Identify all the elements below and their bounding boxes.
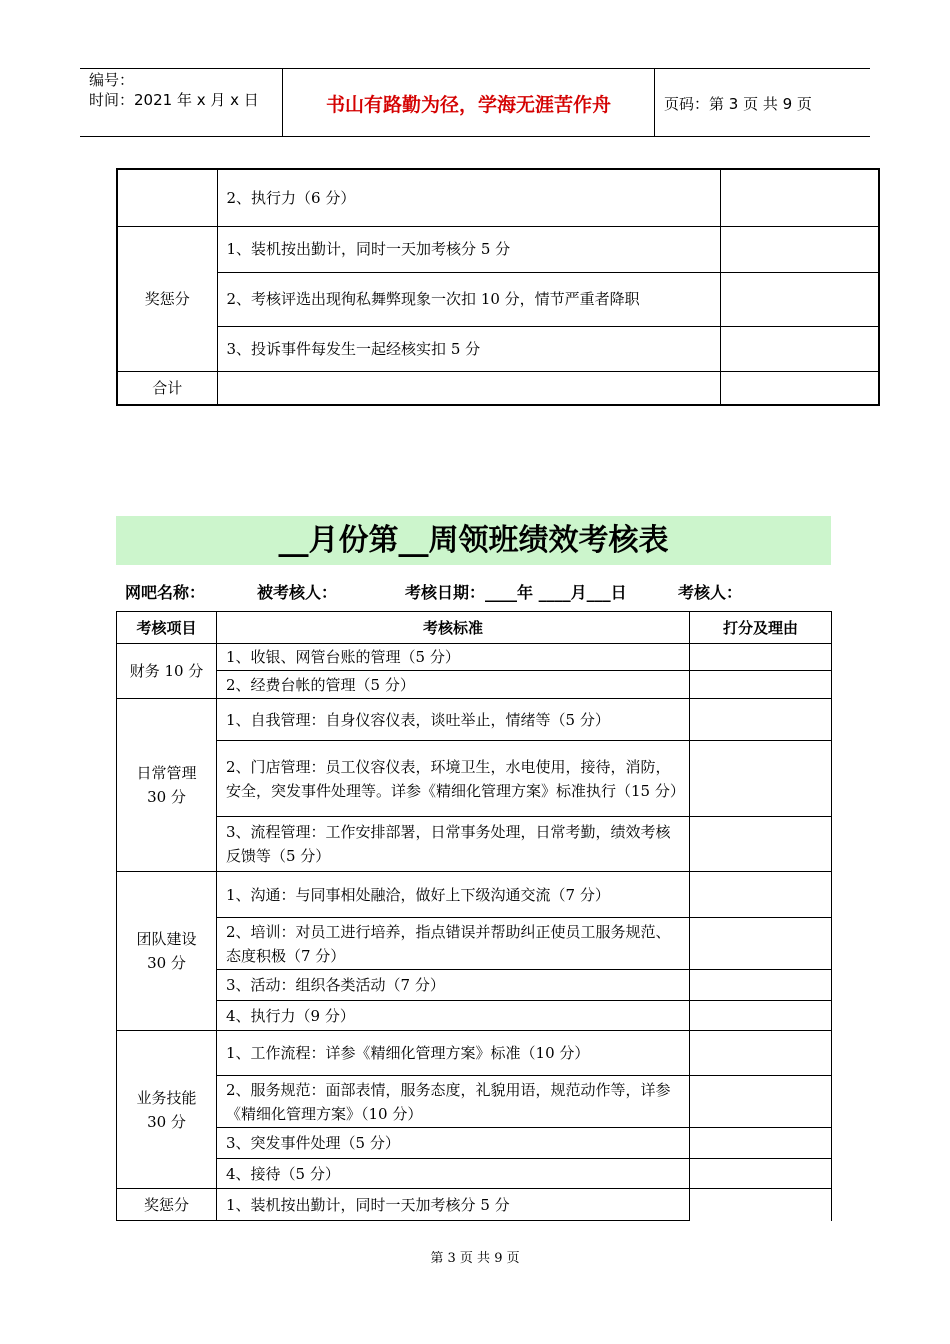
header-item: 考核项目 [117, 612, 217, 644]
total-value-cell[interactable] [217, 371, 720, 405]
team-item: 2、培训：对员工进行培养，指点错误并帮助纠正使员工服务规范、态度积极（7 分） [217, 918, 690, 970]
score-cell[interactable] [690, 918, 832, 970]
cafe-name-label: 网吧名称： [125, 583, 206, 602]
team-item: 3、活动：组织各类活动（7 分） [217, 970, 690, 1001]
table-row [117, 1189, 832, 1221]
reward-item: 1、装机按出勤计，同时一天加考核分 5 分 [217, 1189, 690, 1221]
score-cell[interactable] [690, 1159, 832, 1189]
table-header-row [117, 612, 832, 644]
team-item: 4、执行力（9 分） [217, 1001, 690, 1031]
header-score: 打分及理由 [690, 612, 832, 644]
table-row [117, 169, 879, 226]
daily-category-line: 日常管理 [136, 764, 197, 782]
skills-item: 2、服务规范：面部表情，服务态度，礼貌用语，规范动作等，详参《精细化管理方案》（10 分） [217, 1076, 690, 1128]
header-standard: 考核标准 [217, 612, 690, 644]
score-cell[interactable] [690, 699, 832, 741]
table-row [117, 1076, 832, 1128]
finance-item: 2、经费台帐的管理（5 分） [217, 671, 690, 699]
assessment-date-label: 考核日期：____年 ____月___日 [405, 583, 627, 602]
page-footer: 第 3 页 共 9 页 [430, 1251, 520, 1266]
table-row [117, 741, 832, 817]
score-cell[interactable] [690, 644, 832, 671]
assessment-table [116, 611, 832, 1221]
score-cell[interactable] [720, 169, 879, 226]
table-row [117, 1001, 832, 1031]
score-cell[interactable] [690, 1076, 832, 1128]
score-cell[interactable] [690, 1001, 832, 1031]
score-cell[interactable] [720, 272, 879, 326]
execution-item: 2、执行力（6 分） [217, 169, 720, 226]
header-meta [89, 70, 259, 110]
table-row [117, 371, 879, 405]
table-row [117, 272, 879, 326]
daily-category-line: 30 分 [147, 788, 186, 806]
header-bottom-rule [80, 136, 870, 137]
skills-item: 1、工作流程：详参《精细化管理方案》标准（10 分） [217, 1031, 690, 1076]
table-row [117, 226, 879, 272]
table-row [117, 1159, 832, 1189]
reward-category: 奖惩分 [117, 226, 217, 371]
reward-item: 1、装机按出勤计，同时一天加考核分 5 分 [217, 226, 720, 272]
score-cell[interactable] [720, 226, 879, 272]
score-cell[interactable] [690, 741, 832, 817]
skills-item: 3、突发事件处理（5 分） [217, 1128, 690, 1159]
date-label: 时间：2021 年 x 月 x 日 [89, 91, 259, 109]
score-cell[interactable] [690, 970, 832, 1001]
table-row [117, 970, 832, 1001]
daily-item: 2、门店管理：员工仪容仪表，环境卫生，水电使用，接待，消防，安全，突发事件处理等。详参《精细化管理方案》标准执行（15 分） [217, 741, 690, 817]
team-category-line: 团队建设 [136, 930, 197, 948]
skills-category [117, 1031, 217, 1189]
header-motto: 书山有路勤为径，学海无涯苦作舟 [325, 94, 611, 116]
team-category-line: 30 分 [147, 954, 186, 972]
score-cell[interactable] [690, 1189, 832, 1221]
score-cell[interactable] [720, 326, 879, 371]
daily-item: 1、自我管理：自身仪容仪表，谈吐举止，情绪等（5 分） [217, 699, 690, 741]
table-row [117, 1128, 832, 1159]
skills-item: 4、接待（5 分） [217, 1159, 690, 1189]
table-row [117, 918, 832, 970]
table-row [117, 872, 832, 918]
header-top-rule [80, 68, 870, 69]
reward-item: 3、投诉事件每发生一起经核实扣 5 分 [217, 326, 720, 371]
finance-category: 财务 10 分 [117, 644, 217, 699]
total-score-cell[interactable] [720, 371, 879, 405]
continued-score-table [116, 168, 880, 406]
daily-item: 3、流程管理：工作安排部署，日常事务处理，日常考勤，绩效考核反馈等（5 分） [217, 817, 690, 872]
skills-category-line: 业务技能 [136, 1088, 197, 1107]
score-cell[interactable] [690, 872, 832, 918]
team-item: 1、沟通：与同事相处融洽，做好上下级沟通交流（7 分） [217, 872, 690, 918]
table-row [117, 1031, 832, 1076]
score-cell[interactable] [690, 1128, 832, 1159]
finance-item: 1、收银、网管台账的管理（5 分） [217, 644, 690, 671]
score-cell[interactable] [690, 1031, 832, 1076]
skills-category-line: 30 分 [147, 1112, 186, 1131]
header-divider [654, 68, 655, 136]
number-label: 编号： [89, 71, 135, 89]
reward-item: 2、考核评选出现徇私舞弊现象一次扣 10 分，情节严重者降职 [217, 272, 720, 326]
daily-category [117, 699, 217, 872]
total-label: 合计 [117, 371, 217, 405]
score-cell[interactable] [690, 817, 832, 872]
table-row [117, 699, 832, 741]
reward-category: 奖惩分 [117, 1189, 217, 1221]
score-cell[interactable] [690, 671, 832, 699]
assessor-label: 考核人： [678, 583, 743, 602]
table-row [117, 644, 832, 671]
table-row [117, 817, 832, 872]
team-category [117, 872, 217, 1031]
table-row [117, 326, 879, 371]
assessee-label: 被考核人： [257, 583, 338, 602]
form-title: __月份第__周领班绩效考核表 [116, 516, 831, 565]
header-page-info: 页码：第 3 页 共 9 页 [664, 95, 812, 113]
table-row [117, 671, 832, 699]
